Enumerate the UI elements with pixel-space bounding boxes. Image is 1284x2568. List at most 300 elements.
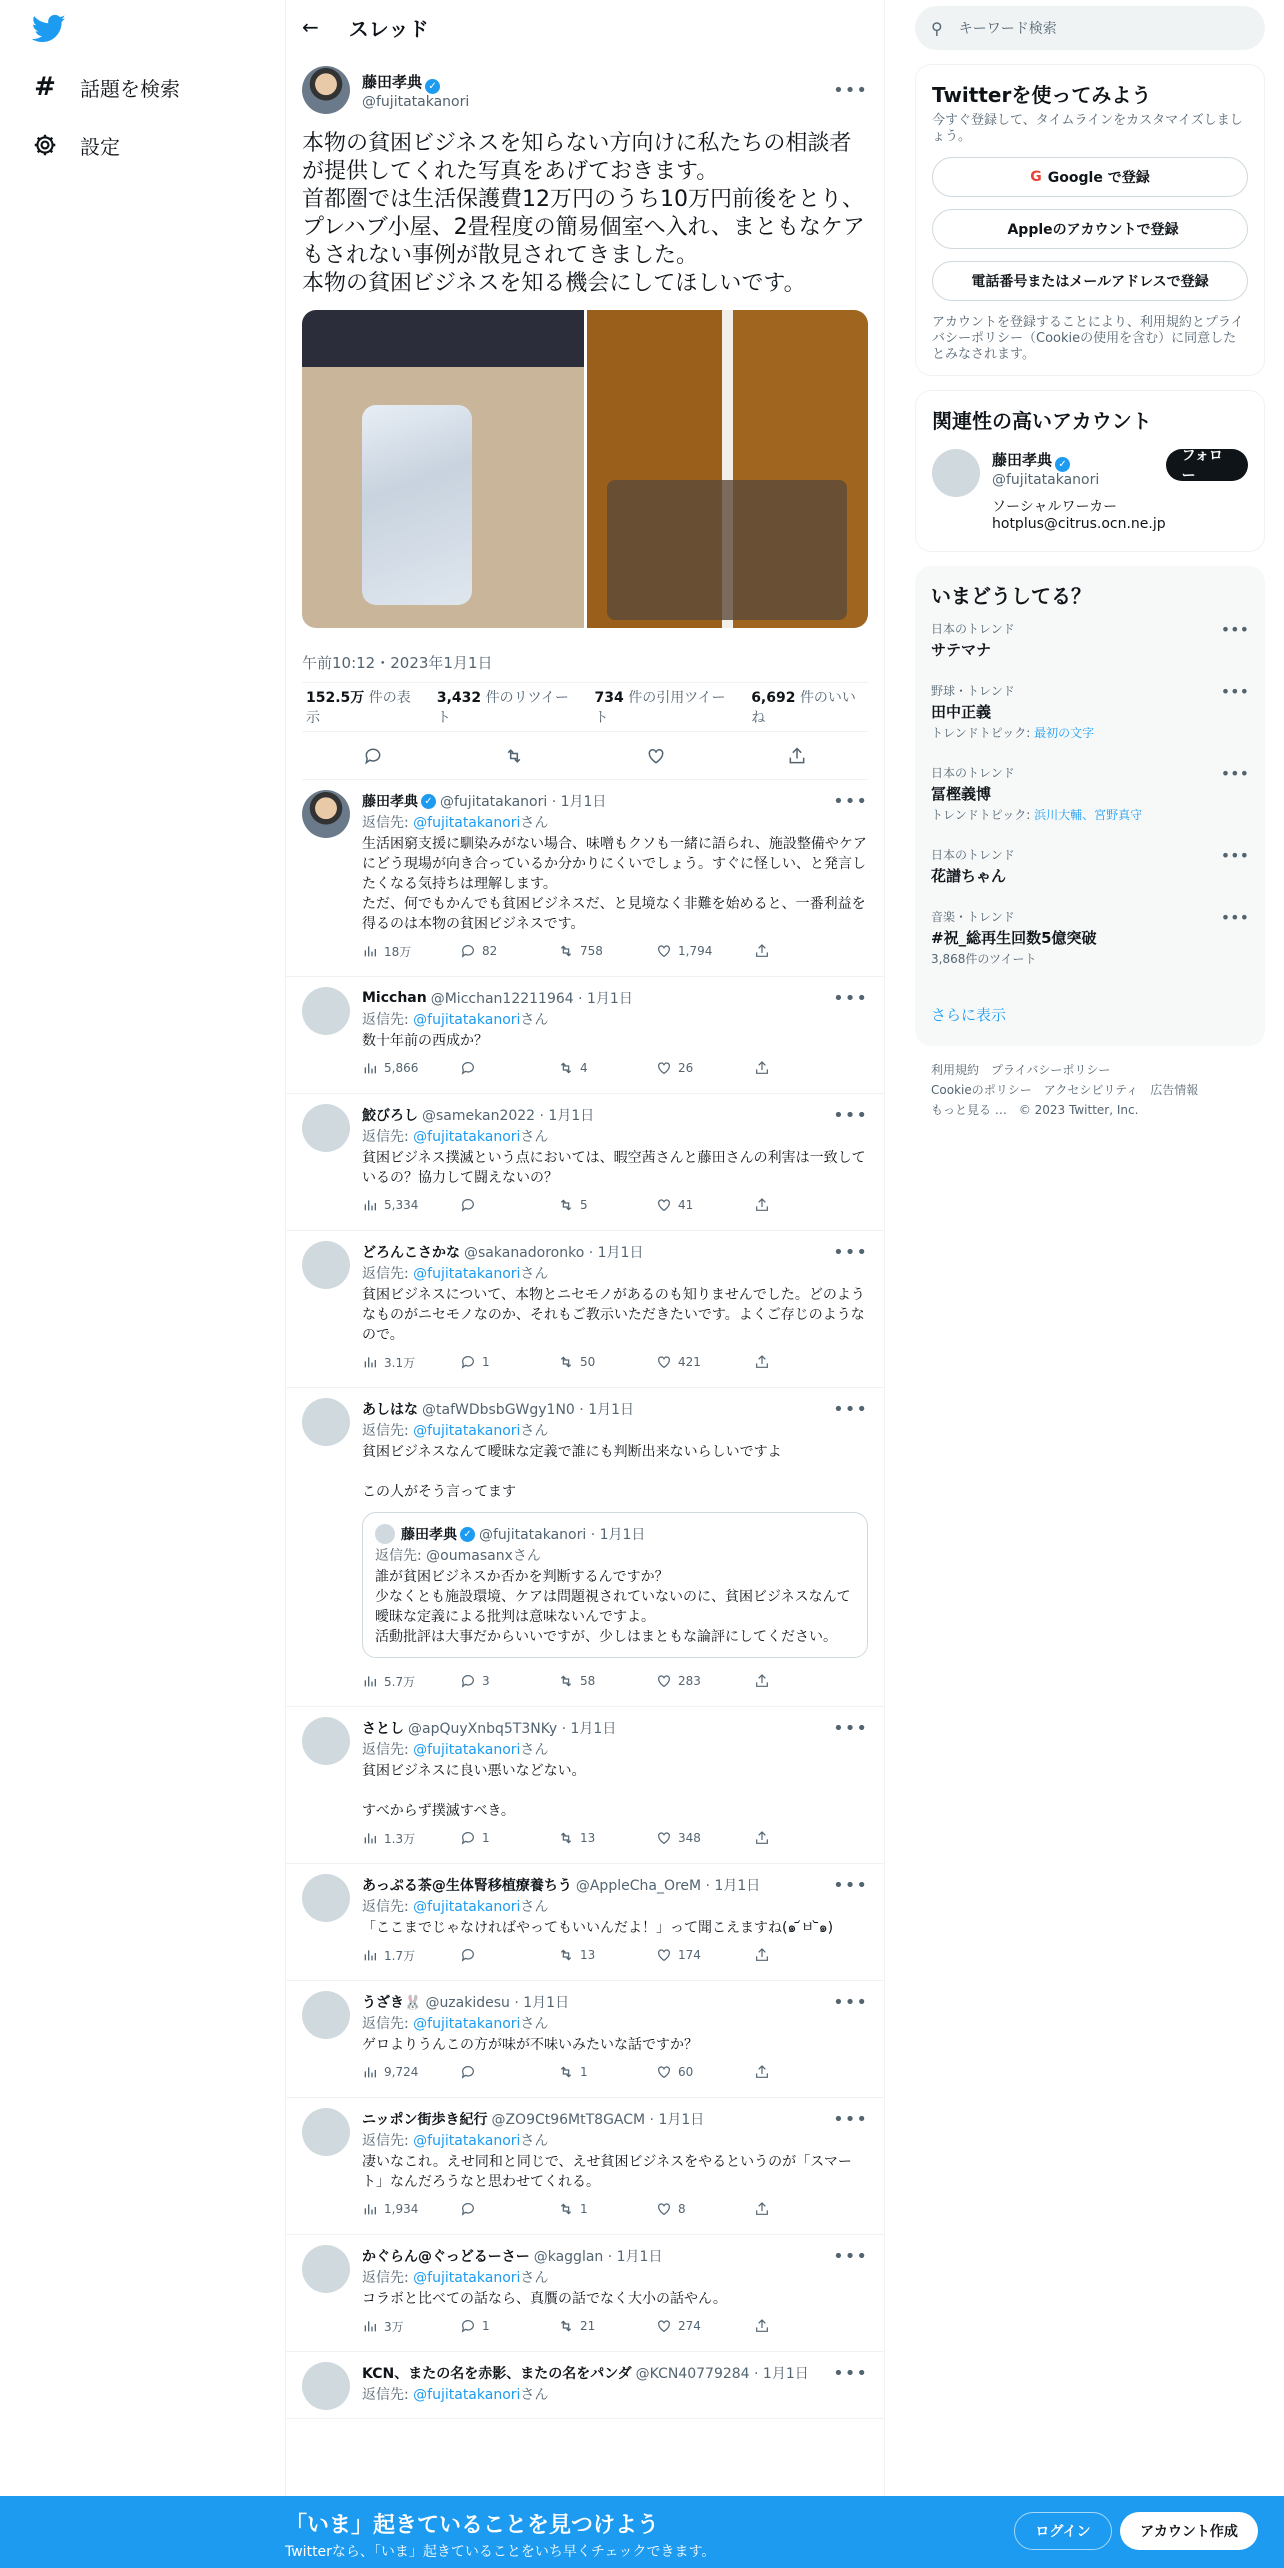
reply-text: 貧困ビジネスに良い悪いなどない。 すべからず撲滅すべき。 [362,1763,586,1819]
trend-topic-link[interactable]: 最初の文字 [1034,726,1095,740]
reply-icon [460,1197,476,1213]
reply-to: 返信先: @fujitatakanoriさん [362,1012,549,1028]
views-button[interactable]: 3.1万 [362,1354,460,1371]
reply-button[interactable] [460,1947,558,1963]
retweet-icon [558,2064,574,2080]
reply-author-name[interactable]: ニッポン街歩き紀行 [362,2112,488,2128]
reply-to: 返信先: @fujitatakanoriさん [362,1129,549,1145]
avatar [375,1524,395,1544]
footer-link[interactable]: 利用規約 [931,1063,980,1077]
views-icon [362,1197,378,1213]
footer-link[interactable]: アクセシビリティ [1043,1083,1139,1097]
reply-to-link[interactable]: @fujitatakanori [413,1012,521,1028]
reply-author-name[interactable]: 藤田孝典 [362,794,418,810]
reply-to-link[interactable]: @fujitatakanori [413,1129,521,1145]
footer-link[interactable]: もっと見る … [931,1103,1007,1117]
reply-author-handle[interactable]: @sakanadoronko · 1月1日 [464,1245,644,1261]
reply-icon [460,1673,476,1689]
views-icon [362,1060,378,1076]
retweet-icon [558,1354,574,1370]
related-handle: @fujitatakanori [992,472,1100,488]
retweet-button[interactable]: 13 [558,1830,656,1846]
search-placeholder: キーワード検索 [958,21,1057,37]
terms-text: アカウントを登録することにより、利用規約とプライバシーポリシー（Cookieの使用を含む）に同意したとみなされます。 [932,315,1244,362]
views-icon [362,2318,378,2334]
retweet-icon [558,1830,574,1846]
nav-explore-label: 話題を検索 [80,76,180,101]
reply-list [286,780,884,2419]
reply-to: 返信先: @fujitatakanoriさん [362,1899,549,1915]
stat-retweets[interactable]: 3,432 件のリツイート [436,690,569,726]
reply-author-name[interactable]: かぐらん@ぐっどるーさー [362,2249,530,2265]
trend-category: 日本のトレンド [931,766,1015,780]
gear-icon [32,132,58,158]
more-options-icon[interactable]: ••• [1220,846,1249,865]
reply-author-handle[interactable]: @KCN40779284 · 1月1日 [635,2366,809,2382]
avatar[interactable] [302,1398,350,1446]
thread-header [286,0,884,54]
quoted-tweet-text: 誰が貧困ビジネスか否かを判断するんですか？ 少なくとも施設環境、ケアは問題視されていないのに、貧困ビジネスなんて曖昧な定義による批判は意味ないんですよ。 活動批評は大事だからいいですが、少しはまともな論評にしてください。 [375,1569,851,1645]
reply-actions [362,1051,868,1085]
reply-actions [362,934,868,968]
reply-author-handle[interactable]: @apQuyXnbq5T3NKy · 1月1日 [408,1721,617,1737]
reply-tweet[interactable] [286,780,884,977]
banner-title: 「いま」起きていることを見つけよう [285,2513,660,2538]
reply-actions [362,1938,868,1972]
like-icon [656,2201,672,2217]
reply-actions [362,1664,868,1698]
reply-icon [460,2201,476,2217]
share-button[interactable] [754,1673,770,1689]
reply-tweet[interactable] [286,1231,884,1388]
follow-button[interactable]: フォロー [1166,449,1248,481]
retweet-icon[interactable] [504,746,524,766]
footer-link[interactable]: Cookieのポリシー [931,1083,1032,1097]
reply-text: 数十年前の西成か？ [362,1033,488,1049]
related-bio: ソーシャルワーカー [992,499,1118,515]
like-icon [656,1673,672,1689]
reply-icon [460,1947,476,1963]
retweet-icon [558,2201,574,2217]
verified-badge-icon: ✓ [425,79,440,94]
views-icon [362,1830,378,1846]
like-button[interactable]: 283 [656,1673,754,1689]
author-handle[interactable]: @fujitatakanori [362,93,470,110]
related-title: 関連性の高いアカウント [932,409,1152,433]
reply-to-link[interactable]: @fujitatakanori [413,1899,521,1915]
share-icon [754,1947,770,1963]
retweet-button[interactable]: 758 [558,943,656,959]
reply-button[interactable]: 1 [460,2318,558,2334]
trend-name: #祝_総再生回数5億突破 [931,929,1097,947]
share-button[interactable] [754,1830,770,1846]
trend-sub: 3,868件のツイート [931,952,1037,966]
reply-to: 返信先: @fujitatakanoriさん [362,2387,549,2403]
more-options-icon[interactable]: ••• [833,1717,868,1739]
share-icon [754,2201,770,2217]
retweet-button[interactable]: 50 [558,1354,656,1370]
quoted-author-name: 藤田孝典 [401,1527,457,1543]
reply-to: 返信先: @fujitatakanoriさん [362,2270,549,2286]
like-button[interactable]: 421 [656,1354,754,1370]
retweet-button[interactable]: 58 [558,1673,656,1689]
retweet-button[interactable]: 4 [558,1060,656,1076]
reply-actions [362,2055,868,2089]
stat-quotes[interactable]: 734 件の引用ツイート [594,690,726,726]
share-button[interactable] [754,943,770,959]
more-options-icon[interactable]: ••• [1220,620,1249,639]
reply-author-handle[interactable]: @AppleCha_OreM · 1月1日 [575,1878,761,1894]
views-icon [362,1673,378,1689]
share-icon [754,1354,770,1370]
more-options-icon[interactable]: ••• [1220,764,1249,783]
search-icon: ⚲ [931,18,943,38]
views-icon [362,2064,378,2080]
quoted-reply-to: 返信先: @oumasanxさん [375,1548,541,1564]
trend-name: 冨樫義博 [931,785,992,803]
views-icon [362,943,378,959]
signup-title: Twitterを使ってみよう [932,83,1152,107]
main-tweet [286,64,884,780]
reply-author-handle[interactable]: @fujitatakanori · 1月1日 [440,794,607,810]
reply-text: 貧困ビジネス撲滅という点においては、暇空茜さんと藤田さんの利害は一致しているの？協力して闘えないの？ [362,1150,866,1186]
like-button[interactable]: 348 [656,1830,754,1846]
reply-text: コラボと比べての話なら、真贋の話でなく大小の話やん。 [362,2291,727,2307]
trend-topic-link[interactable]: 浜川大輔、宮野真守 [1034,808,1143,822]
trend-item[interactable] [931,758,1249,840]
reply-author-name[interactable]: Micchan [362,990,427,1006]
reply-tweet[interactable] [286,2352,884,2419]
like-button[interactable]: 41 [656,1197,754,1213]
nav-explore[interactable] [32,62,180,112]
reply-actions [362,1821,868,1855]
right-sidebar [915,0,1265,1134]
quoted-author-handle: @fujitatakanori · 1月1日 [479,1527,646,1543]
trend-category: 日本のトレンド [931,622,1015,636]
trend-category: 日本のトレンド [931,848,1015,862]
more-options-icon[interactable]: ••• [1220,682,1249,701]
trend-name: サテマナ [931,641,992,659]
reply-actions [362,2309,868,2343]
like-icon [656,1830,672,1846]
reply-actions [362,1345,868,1379]
bottom-banner [0,2496,1284,2568]
share-button[interactable] [754,2064,770,2080]
avatar[interactable] [302,1874,350,1922]
reply-icon [460,1354,476,1370]
trend-item[interactable] [931,902,1249,984]
more-options-icon[interactable]: ••• [833,2245,868,2267]
share-icon [754,1197,770,1213]
retweet-icon [558,1060,574,1076]
reply-author-handle[interactable]: @uzakidesu · 1月1日 [425,1995,570,2011]
reply-text: ゲロよりうんこの方が味が不味いみたいな話ですか？ [362,2037,698,2053]
more-options-icon[interactable]: ••• [833,1398,868,1420]
reply-tweet[interactable] [286,1864,884,1981]
retweet-button[interactable]: 1 [558,2064,656,2080]
avatar[interactable] [302,1991,350,2039]
reply-to: 返信先: @fujitatakanoriさん [362,2133,549,2149]
more-options-icon[interactable]: ••• [833,79,868,101]
reply-text: 生活困窮支援に馴染みがない場合、味噌もクソも一緒に語られ、施設整備やケアにどう現場が向き合っているか分かりにくいでしょう。すぐに怪しい、と発言したくなる気持ちは理解します。 ただ、何でもかんでも貧困ビジネスだ、と見境なく非難を始めると、一番利益を得るのは本物の貧困ビジネスです。 [362,836,867,932]
reply-button[interactable] [460,2201,558,2217]
more-options-icon[interactable]: ••• [833,790,868,812]
stat-views[interactable]: 152.5万 件の表示 [306,690,411,726]
reply-icon[interactable] [363,746,383,766]
retweet-icon [558,2318,574,2334]
reply-author-name[interactable]: あっぷる茶@生体腎移植療養ちう [362,1878,572,1894]
verified-badge-icon: ✓ [460,1527,475,1542]
reply-button[interactable]: 1 [460,1830,558,1846]
tweet-media[interactable] [302,310,868,628]
reply-to: 返信先: @fujitatakanoriさん [362,1742,549,1758]
reply-to: 返信先: @fujitatakanoriさん [362,815,549,831]
reply-button[interactable] [460,1060,558,1076]
reply-tweet[interactable] [286,2098,884,2235]
reply-button[interactable] [460,1197,558,1213]
reply-to-link[interactable]: @fujitatakanori [413,2270,521,2286]
reply-tweet[interactable] [286,1388,884,1707]
reply-tweet[interactable] [286,2235,884,2352]
views-button[interactable]: 18万 [362,943,460,960]
share-icon[interactable] [787,746,807,766]
photo-room-room[interactable] [587,310,869,628]
share-button[interactable] [754,2318,770,2334]
trend-sub: トレンドトピック: 浜川大輔、宮野真守 [931,808,1143,822]
footer-links [915,1046,1265,1134]
related-accounts-panel [915,390,1265,552]
reply-text: 貧困ビジネスについて、本物とニセモノがあるのも知りませんでした。どのようなものがニセモノなのか、それもご教示いただきたいです。よくご存じのようなので。 [362,1287,865,1343]
avatar[interactable] [932,449,980,497]
more-options-icon[interactable]: ••• [833,987,868,1009]
copyright: © 2023 Twitter, Inc. [1018,1103,1139,1117]
reply-text: 凄いなこれ。えせ同和と同じで、えせ貧困ビジネスをやるというのが「スマート」なんだろうなと思わせてくれる。 [362,2154,852,2190]
reply-to-link[interactable]: @fujitatakanori [413,1742,521,1758]
verified-badge-icon: ✓ [1055,457,1070,472]
reply-tweet[interactable] [286,1094,884,1231]
reply-to-link[interactable]: @fujitatakanori [413,1266,521,1282]
more-options-icon[interactable]: ••• [833,2362,868,2384]
trend-sub: トレンドトピック: 最初の文字 [931,726,1095,740]
footer-link[interactable]: 広告情報 [1150,1083,1199,1097]
trends-panel [915,566,1265,1046]
trend-item[interactable] [931,840,1249,902]
avatar[interactable] [302,790,350,838]
views-button[interactable]: 5.7万 [362,1673,460,1690]
reply-author-handle[interactable]: @samekan2022 · 1月1日 [422,1108,595,1124]
reply-icon [460,1830,476,1846]
reply-author-name[interactable]: どろんこさかな [362,1245,460,1261]
reply-author-handle[interactable]: @tafWDbsbGWgy1N0 · 1月1日 [422,1402,635,1418]
google-icon: G [1030,169,1042,185]
trend-category: 音楽・トレンド [931,910,1015,924]
retweet-icon [558,943,574,959]
stat-likes[interactable]: 6,692 件のいいね [751,690,856,726]
avatar[interactable] [302,66,350,114]
like-button[interactable]: 60 [656,2064,754,2080]
like-icon [656,2064,672,2080]
author-name[interactable]: 藤田孝典 [362,72,423,91]
more-options-icon[interactable]: ••• [1220,908,1249,927]
share-button[interactable] [754,1354,770,1370]
login-button[interactable]: ログイン [1014,2512,1112,2550]
like-button[interactable]: 26 [656,1060,754,1076]
like-icon [656,1354,672,1370]
trend-name: 田中正義 [931,703,992,721]
nav-settings[interactable] [32,120,120,170]
footer-link[interactable]: プライバシーポリシー [991,1063,1111,1077]
like-button[interactable]: 274 [656,2318,754,2334]
verified-badge-icon: ✓ [421,794,436,809]
reply-author-name[interactable]: KCN、またの名を赤影、またの名をパンダ [362,2366,632,2382]
reply-to-link[interactable]: @fujitatakanori [413,815,521,831]
like-button[interactable]: 8 [656,2201,754,2217]
nav-settings-label: 設定 [80,134,120,159]
trend-item[interactable] [931,676,1249,758]
views-button[interactable]: 9,724 [362,2064,460,2080]
share-icon [754,1060,770,1076]
quoted-tweet[interactable] [362,1512,868,1658]
more-options-icon[interactable]: ••• [833,1104,868,1126]
retweet-icon [558,1673,574,1689]
back-arrow-icon[interactable]: ← [302,15,319,39]
more-options-icon[interactable]: ••• [833,1991,868,2013]
reply-to-link[interactable]: @fujitatakanori [413,2016,521,2032]
avatar[interactable] [302,1241,350,1289]
signup-panel [915,64,1265,376]
more-options-icon[interactable]: ••• [833,1874,868,1896]
retweet-button[interactable]: 1 [558,2201,656,2217]
share-icon [754,1830,770,1846]
reply-actions [362,2192,868,2226]
like-button[interactable]: 1,794 [656,943,754,959]
related-bio-email: hotplus@citrus.ocn.ne.jp [992,516,1166,532]
tweet-actions [302,732,868,780]
reply-author-name[interactable]: 鮫びろし [362,1108,418,1124]
views-button[interactable]: 1,934 [362,2201,460,2217]
phone-signup-button[interactable]: 電話番号またはメールアドレスで登録 [932,261,1248,301]
tweet-text: 本物の貧困ビジネスを知らない方向けに私たちの相談者が提供してくれた写真をあげておきます。 首都圏では生活保護費12万円のうち10万円前後をとり、プレハブ小屋、2畳程度の簡易個室へ入れ、まともなケアもされない事例が散見されてきました。 本物の貧困ビジネスを知る機会にしてほしいです。 [302,131,865,296]
signup-button[interactable]: アカウント作成 [1120,2512,1258,2550]
avatar[interactable] [302,2108,350,2156]
reply-icon [460,2318,476,2334]
share-button[interactable] [754,2201,770,2217]
like-icon [656,1947,672,1963]
like-icon[interactable] [646,746,666,766]
avatar[interactable] [302,2362,350,2410]
reply-author-handle[interactable]: @kagglan · 1月1日 [533,2249,663,2265]
views-button[interactable]: 5,866 [362,1060,460,1076]
reply-tweet[interactable] [286,1981,884,2098]
reply-actions [362,1188,868,1222]
reply-to: 返信先: @fujitatakanoriさん [362,1423,549,1439]
reply-button[interactable]: 82 [460,943,558,959]
reply-author-handle[interactable]: @Micchan12211964 · 1月1日 [430,991,633,1007]
reply-icon [460,1060,476,1076]
views-button[interactable]: 5,334 [362,1197,460,1213]
google-signup-button[interactable]: G Google で登録 [932,157,1248,197]
banner-subtitle: Twitterなら、「いま」起きていることをいち早くチェックできます。 [285,2544,716,2560]
avatar[interactable] [302,1717,350,1765]
more-options-icon[interactable]: ••• [833,2108,868,2130]
thread-column [285,0,885,2568]
share-icon [754,2064,770,2080]
search-box[interactable] [915,6,1265,50]
like-icon [656,943,672,959]
hashtag-icon: # [34,72,56,102]
tweet-timestamp[interactable]: 午前10:12・2023年1月1日 [302,654,493,672]
share-button[interactable] [754,1197,770,1213]
share-button[interactable] [754,1947,770,1963]
share-icon [754,2318,770,2334]
avatar[interactable] [302,1104,350,1152]
reply-to-link[interactable]: @fujitatakanori [413,2133,521,2149]
reply-button[interactable]: 1 [460,1354,558,1370]
reply-author-name[interactable]: うざき🐰 [362,1995,422,2011]
retweet-icon [558,1947,574,1963]
retweet-button[interactable]: 5 [558,1197,656,1213]
reply-text: 貧困ビジネスなんて曖昧な定義で誰にも判断出来ないらしいですよ この人がそう言ってます [362,1444,782,1500]
views-icon [362,1354,378,1370]
reply-to: 返信先: @fujitatakanoriさん [362,2016,549,2032]
share-icon [754,1673,770,1689]
reply-icon [460,2064,476,2080]
reply-button[interactable]: 3 [460,1673,558,1689]
avatar[interactable] [302,987,350,1035]
avatar[interactable] [302,2245,350,2293]
reply-author-name[interactable]: あしはな [362,1402,418,1418]
trend-category: 野球・トレンド [931,684,1015,698]
views-icon [362,1947,378,1963]
signup-subtitle: 今すぐ登録して、タイムラインをカスタマイズしましょう。 [932,113,1243,144]
like-button[interactable]: 174 [656,1947,754,1963]
reply-tweet[interactable] [286,977,884,1094]
reply-text: 「ここまでじゃなければやってもいいんだよ！」って聞こえますね(๑ ᷄ㅂ ᷅๑) [362,1920,834,1936]
views-button[interactable]: 3万 [362,2318,460,2335]
retweet-button[interactable]: 13 [558,1947,656,1963]
like-icon [656,2318,672,2334]
views-icon [362,2201,378,2217]
reply-author-handle[interactable]: @ZO9Ct96MtT8GACM · 1月1日 [491,2112,705,2128]
retweet-button[interactable]: 21 [558,2318,656,2334]
like-icon [656,1197,672,1213]
reply-tweet[interactable] [286,1707,884,1864]
reply-to-link[interactable]: @fujitatakanori [413,1423,521,1439]
reply-icon [460,943,476,959]
trend-item[interactable] [931,614,1249,676]
share-icon [754,943,770,959]
share-button[interactable] [754,1060,770,1076]
related-account[interactable] [932,449,1248,539]
views-button[interactable]: 1.7万 [362,1947,460,1964]
more-options-icon[interactable]: ••• [833,1241,868,1263]
reply-to-link[interactable]: @fujitatakanori [413,2387,521,2403]
retweet-icon [558,1197,574,1213]
views-button[interactable]: 1.3万 [362,1830,460,1847]
trend-name: 花譜ちゃん [931,867,1007,885]
apple-signup-button[interactable]: Appleのアカウントで登録 [932,209,1248,249]
tweet-stats [302,682,868,732]
reply-to: 返信先: @fujitatakanoriさん [362,1266,549,1282]
reply-button[interactable] [460,2064,558,2080]
photo-room-bed[interactable] [302,310,584,628]
show-more-link[interactable]: さらに表示 [931,1006,1007,1024]
trends-title: いまどうしてる？ [931,584,1091,608]
twitter-bird-icon[interactable] [32,14,66,44]
reply-author-name[interactable]: さとし [362,1721,404,1737]
like-icon [656,1060,672,1076]
related-name[interactable]: 藤田孝典 [992,451,1053,469]
